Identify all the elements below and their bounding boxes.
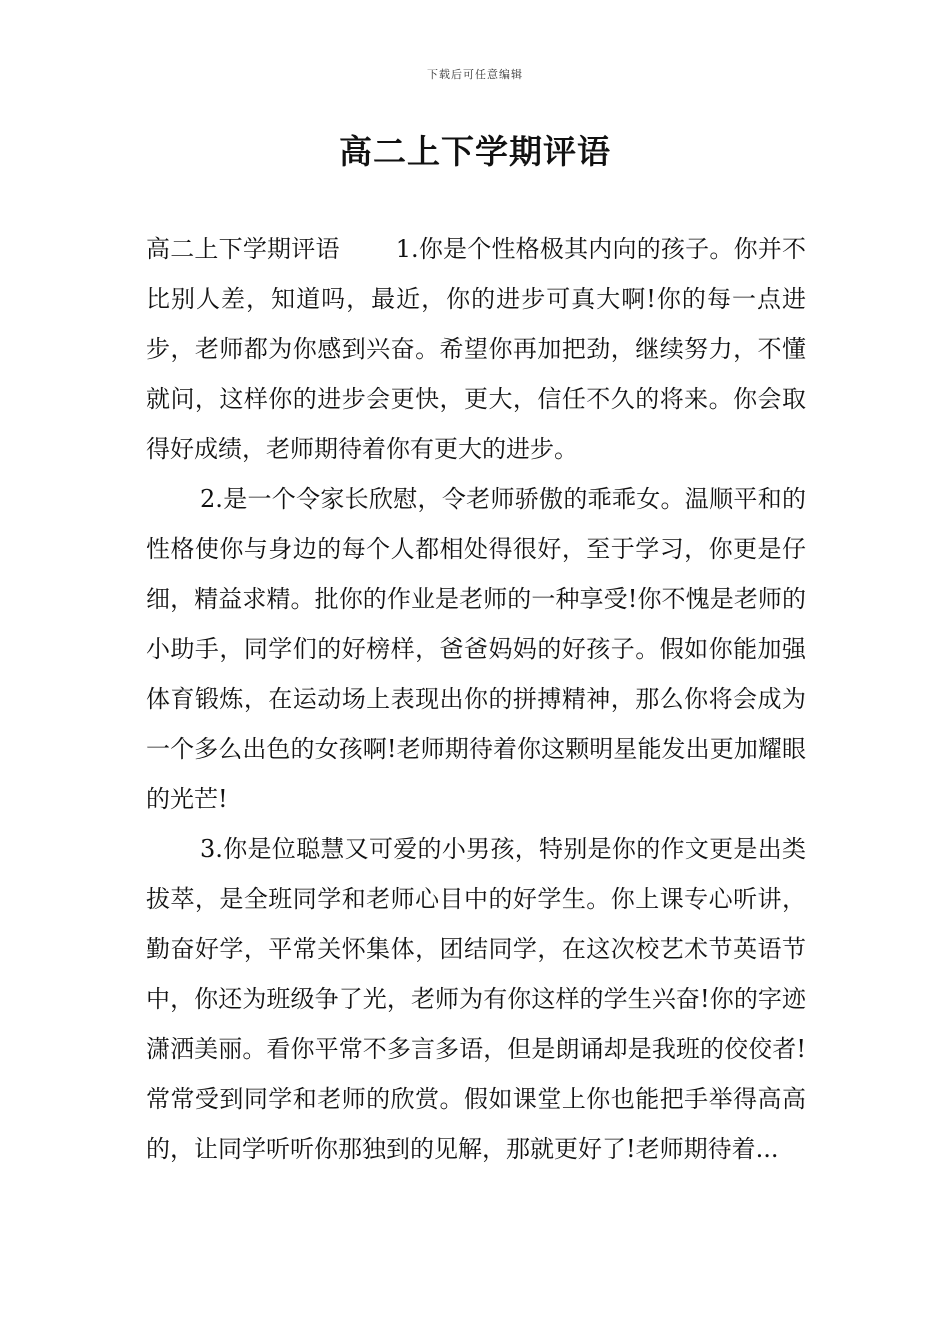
lead-heading: 高二上下学期评语 — [146, 235, 340, 263]
header-note: 下载后可任意编辑 — [427, 68, 523, 81]
paragraph-3: 3.你是位聪慧又可爱的小男孩，特别是你的作文更是出类拔萃，是全班同学和老师心目中的好学生。你上课专心听讲，勤奋好学，平常关怀集体，团结同学，在这次校艺术节英语节中，你还为班级争了光，老师为有你这样的学生兴奋!你的字迹潇洒美丽。看你平常不多言多语，但是朗诵却是我班的佼佼者!常常受到同学和老师的欣赏。假如课堂上你也能把手举得高高的，让同学听听你那独到的见解，那就更好了!老师期待着... — [146, 835, 806, 1163]
document-title: 高二上下学期评语 — [339, 132, 611, 171]
paragraph-1 — [146, 224, 806, 474]
paragraph-1-text: 1.你是个性格极其内向的孩子。你并不比别人差，知道吗，最近，你的进步可真大啊!你的每一点进步，老师都为你感到兴奋。希望你再加把劲，继续努力，不懂就问，这样你的进步会更快，更大，信任不久的将来。你会取得好成绩，老师期待着你有更大的进步。 — [146, 235, 806, 463]
document-body — [146, 224, 806, 1174]
paragraph-2: 2.是一个令家长欣慰，令老师骄傲的乖乖女。温顺平和的性格使你与身边的每个人都相处得很好，至于学习，你更是仔细，精益求精。批你的作业是老师的一种享受!你不愧是老师的小助手，同学们的好榜样，爸爸妈妈的好孩子。假如你能加强体育锻炼，在运动场上表现出你的拼搏精神，那么你将会成为一个多么出色的女孩啊!老师期待着你这颗明星能发出更加耀眼的光芒! — [146, 485, 806, 813]
